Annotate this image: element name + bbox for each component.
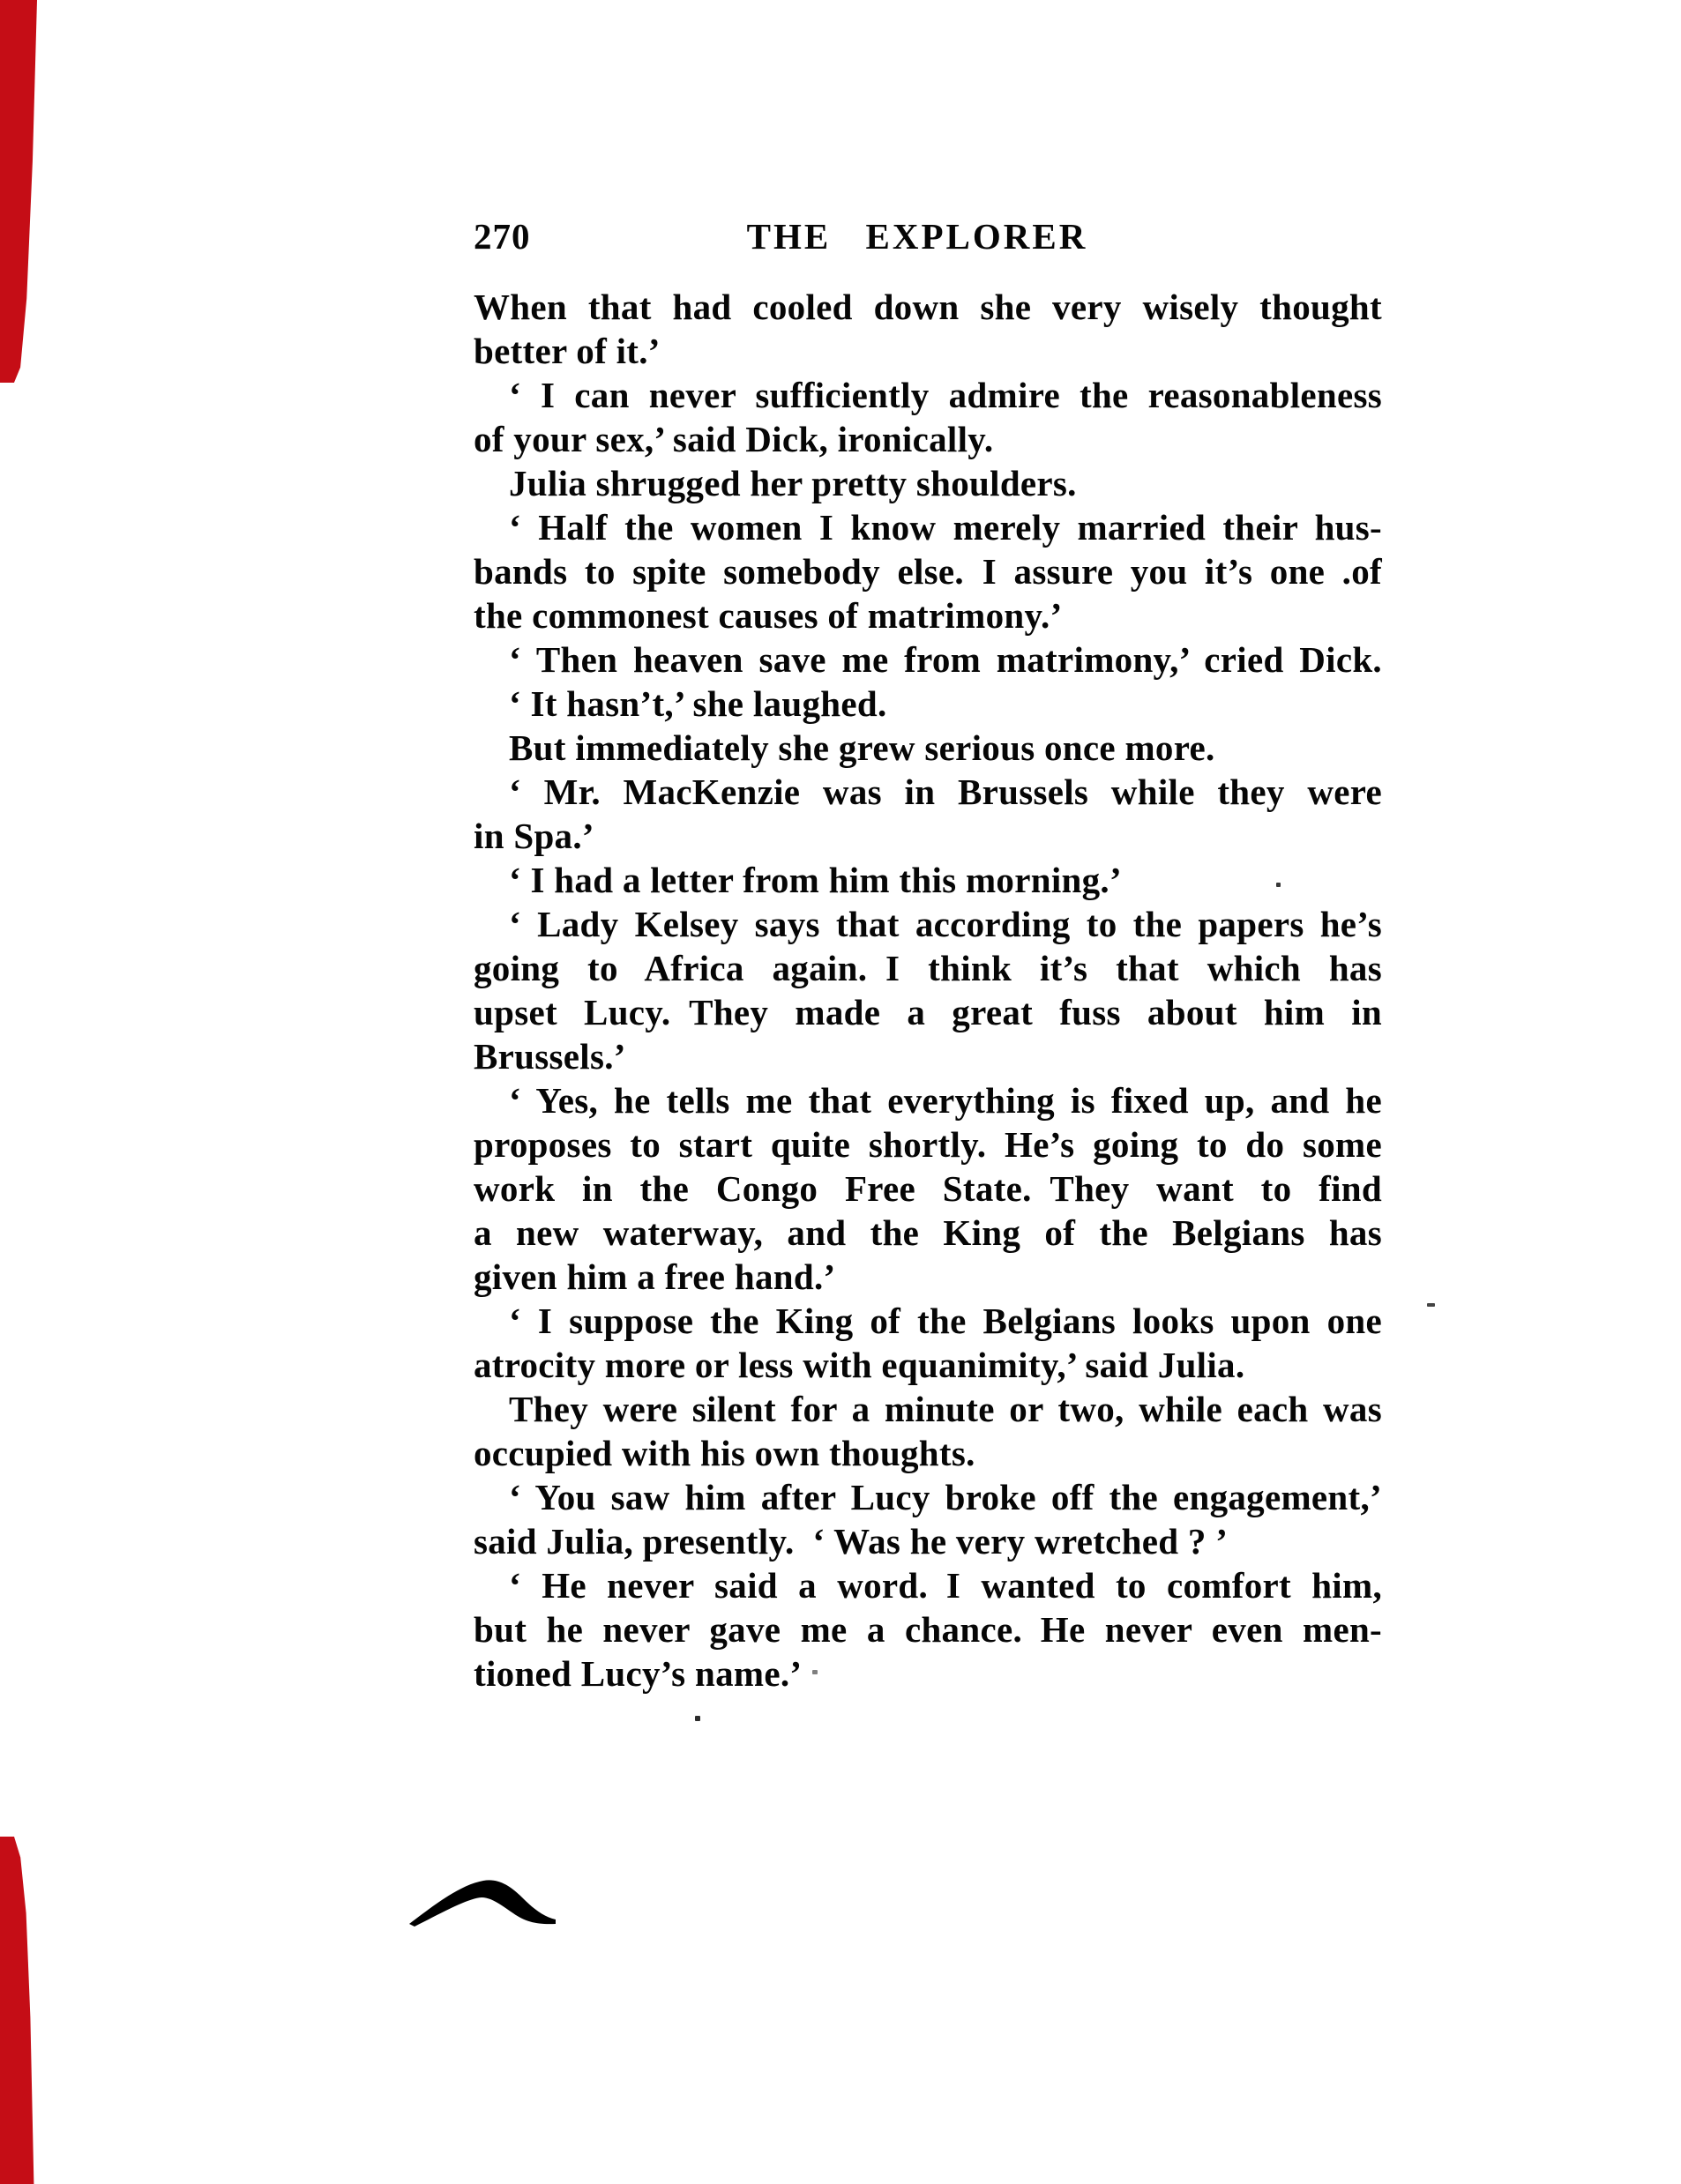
text-line: But immediately she grew serious once more. — [509, 727, 1215, 768]
text-line: occupied with his own thoughts. — [474, 1433, 975, 1473]
page-number: 270 — [474, 216, 531, 257]
ink-smudge — [406, 1875, 564, 1933]
body-text — [474, 285, 1382, 1696]
text-line: ‘ Then heaven save me from matrimony,’ cried Dick. — [509, 639, 1382, 680]
text-line: atrocity more or less with equanimity,’ said Julia. — [474, 1345, 1245, 1385]
text-line: They were silent for a minute or two, while each was — [509, 1389, 1382, 1429]
text-line: ‘ I had a letter from him this morning.’ — [509, 860, 1122, 900]
scan-speck — [695, 1716, 700, 1721]
running-title: THE EXPLORER — [746, 216, 1088, 257]
text-line: ‘ I suppose the King of the Belgians looks upon one — [509, 1301, 1382, 1341]
text-line: bands to spite somebody else. I assure you it’s one .of — [474, 551, 1382, 592]
text-line: upset Lucy. They made a great fuss about him in — [474, 992, 1382, 1032]
text-line: ‘ Yes, he tells me that everything is fixed up, and he — [509, 1080, 1382, 1121]
text-line: ‘ It hasn’t,’ she laughed. — [509, 683, 887, 724]
text-line: ‘ He never said a word. I wanted to comfort him, — [509, 1565, 1382, 1606]
scan-speck — [812, 1670, 818, 1674]
text-line: ‘ Half the women I know merely married their hus- — [509, 507, 1382, 548]
text-line: work in the Congo Free State. They want to find — [474, 1168, 1382, 1209]
text-line: going to Africa again. I think it’s that which has — [474, 948, 1382, 988]
scan-speck — [1276, 883, 1281, 887]
red-binding-edge-top — [0, 0, 37, 383]
text-line: proposes to start quite shortly. He’s going to do some — [474, 1124, 1382, 1165]
text-line: ‘ I can never sufficiently admire the reasonableness — [509, 375, 1382, 415]
text-line: ‘ Mr. MacKenzie was in Brussels while they were — [509, 771, 1382, 812]
text-line: Brussels.’ — [474, 1036, 626, 1077]
text-line: said Julia, presently. ‘ Was he very wretched ? ’ — [474, 1521, 1229, 1562]
page-header — [474, 215, 1382, 259]
text-line: better of it.’ — [474, 331, 661, 371]
text-line: of your sex,’ said Dick, ironically. — [474, 419, 994, 459]
text-line: but he never gave me a chance. He never even men- — [474, 1609, 1382, 1650]
text-line: ‘ Lady Kelsey says that according to the papers he’s — [509, 904, 1382, 944]
text-line: the commonest causes of matrimony.’ — [474, 595, 1063, 636]
text-line: tioned Lucy’s name.’ — [474, 1653, 803, 1694]
text-line: in Spa.’ — [474, 816, 594, 856]
text-line: given him a free hand.’ — [474, 1256, 836, 1297]
text-line: When that had cooled down she very wisely thought — [474, 287, 1382, 327]
text-line: ‘ You saw him after Lucy broke off the engagement,’ — [509, 1477, 1382, 1517]
text-line: Julia shrugged her pretty shoulders. — [509, 463, 1077, 503]
scan-speck — [1427, 1303, 1435, 1307]
red-binding-edge-bottom — [0, 1837, 35, 2184]
text-line: a new waterway, and the King of the Belgians has — [474, 1212, 1382, 1253]
